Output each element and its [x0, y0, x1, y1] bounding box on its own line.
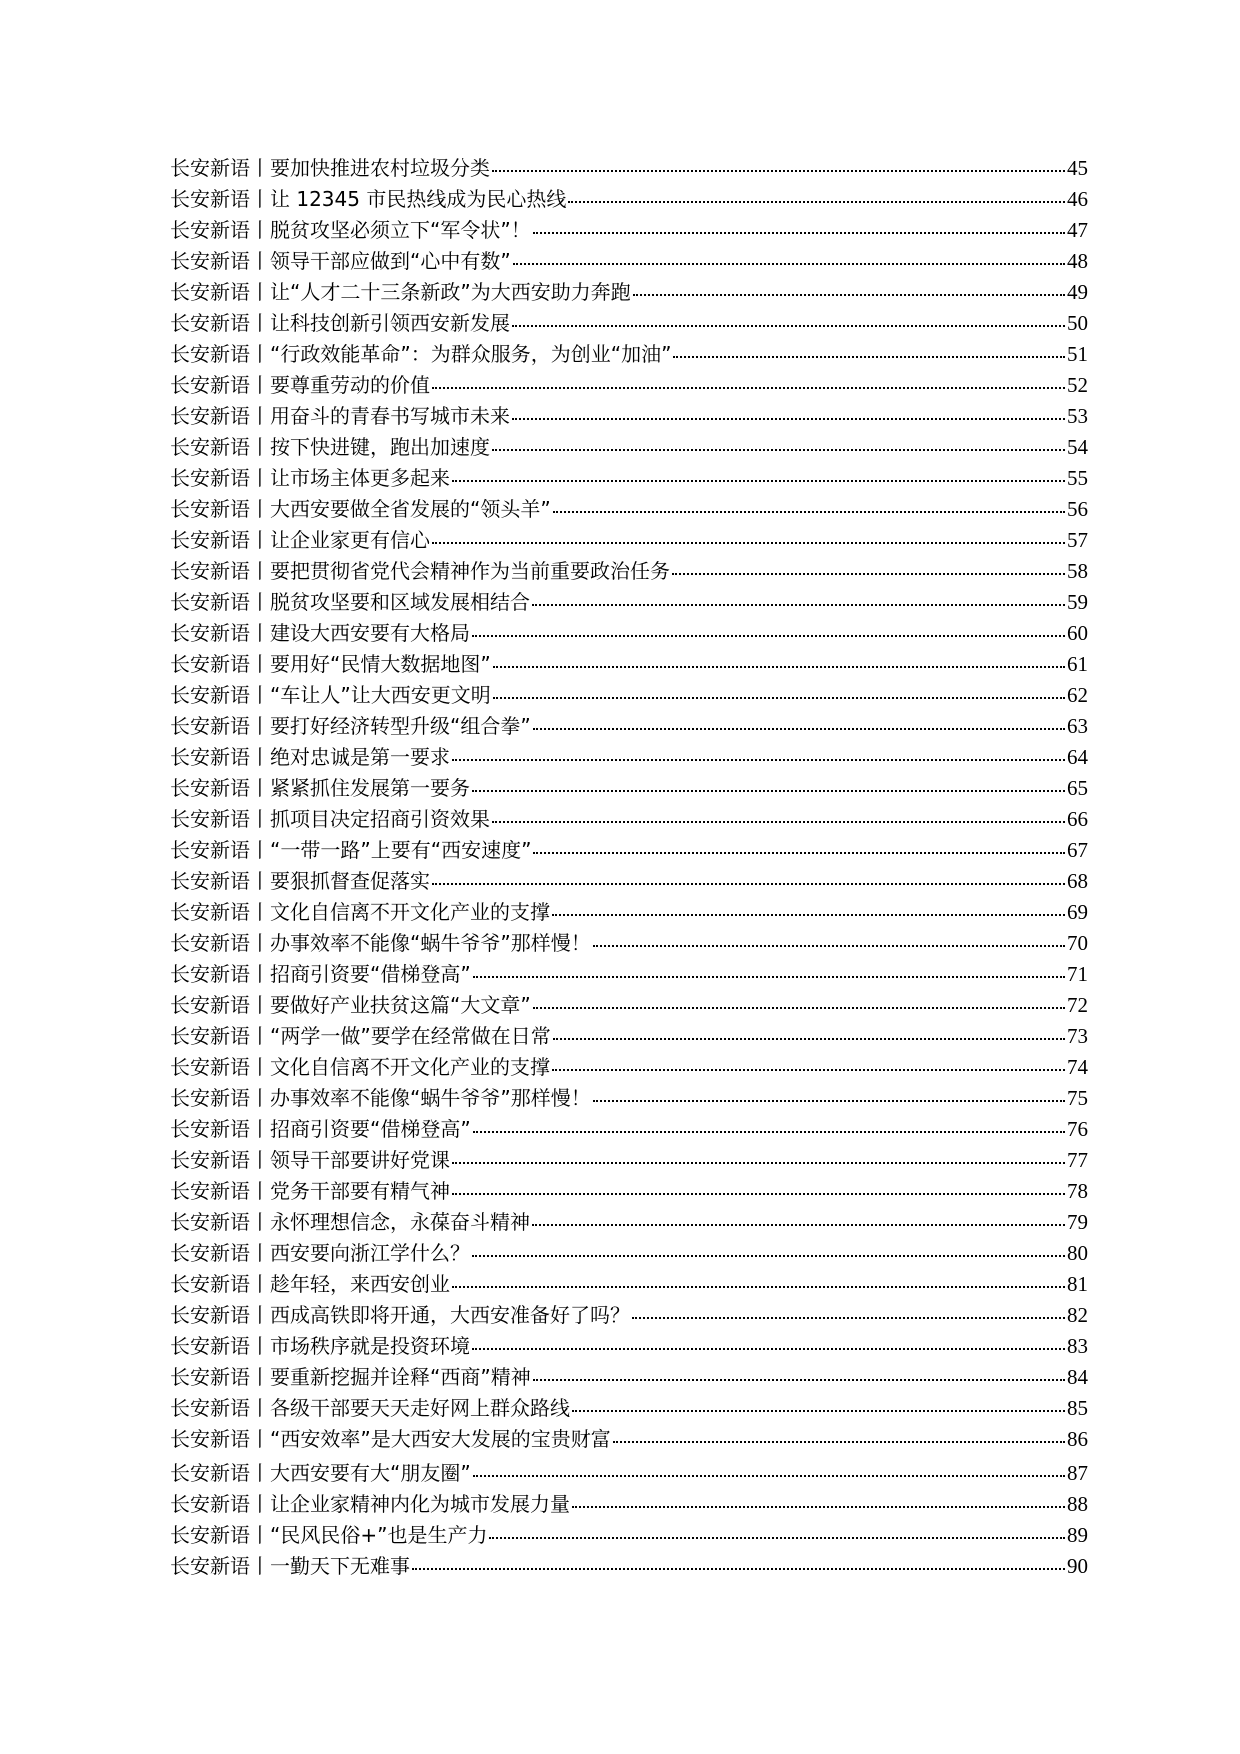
toc-entry-title: 长安新语丨用奋斗的青春书写城市未来 [170, 404, 510, 428]
toc-entry-title: 长安新语丨一勤天下无难事 [170, 1554, 410, 1578]
toc-entry-page-number: 47 [1067, 218, 1088, 242]
dot-leader [473, 975, 1065, 978]
toc-entry-page-number: 87 [1067, 1461, 1088, 1485]
toc-entry-page-number: 71 [1067, 962, 1088, 986]
toc-entry-page-number: 85 [1067, 1396, 1088, 1420]
toc-entry[interactable] [170, 431, 1088, 462]
toc-entry-title: 长安新语丨办事效率不能像“蜗牛爷爷”那样慢！ [170, 931, 591, 955]
dot-leader [533, 1006, 1065, 1009]
toc-entry-page-number: 46 [1067, 187, 1088, 211]
dot-leader [572, 1505, 1065, 1508]
toc-entry-title: 长安新语丨绝对忠诚是第一要求 [170, 745, 450, 769]
toc-entry-title: 长安新语丨趁年轻，来西安创业 [170, 1272, 450, 1296]
dot-leader [512, 324, 1065, 327]
toc-entry-title: 长安新语丨要用好“民情大数据地图” [170, 652, 491, 676]
dot-leader [533, 1378, 1065, 1381]
dot-leader [472, 1347, 1065, 1350]
dot-leader [412, 1567, 1065, 1570]
toc-entry-page-number: 76 [1067, 1117, 1088, 1141]
toc-entry-title: 长安新语丨让市场主体更多起来 [170, 466, 450, 490]
toc-entry-page-number: 61 [1067, 652, 1088, 676]
toc-entry-title: 长安新语丨大西安要有大“朋友圈” [170, 1461, 471, 1485]
dot-leader [532, 1223, 1065, 1226]
toc-entry-page-number: 80 [1067, 1241, 1088, 1265]
dot-leader [552, 913, 1065, 916]
dot-leader [533, 727, 1065, 730]
dot-leader [633, 293, 1065, 296]
toc-entry[interactable] [170, 1082, 1088, 1113]
dot-leader [452, 479, 1065, 482]
toc-entry-title: 长安新语丨抓项目决定招商引资效果 [170, 807, 490, 831]
toc-entry-page-number: 52 [1067, 373, 1088, 397]
toc-entry-page-number: 88 [1067, 1492, 1088, 1516]
dot-leader [472, 1254, 1065, 1257]
toc-entry-page-number: 62 [1067, 683, 1088, 707]
dot-leader [553, 1037, 1065, 1040]
toc-entry[interactable] [170, 1550, 1088, 1581]
toc-entry-title: 长安新语丨脱贫攻坚要和区域发展相结合 [170, 590, 530, 614]
dot-leader [472, 789, 1065, 792]
toc-entry[interactable] [170, 834, 1088, 865]
toc-entry[interactable] [170, 214, 1088, 245]
toc-entry-title: 长安新语丨让企业家精神内化为城市发展力量 [170, 1492, 570, 1516]
toc-entry-page-number: 50 [1067, 311, 1088, 335]
toc-entry-title: 长安新语丨各级干部要天天走好网上群众路线 [170, 1396, 570, 1420]
toc-entry-title: 长安新语丨西安要向浙江学什么？ [170, 1241, 470, 1265]
toc-entry-title: 长安新语丨文化自信离不开文化产业的支撑 [170, 900, 550, 924]
toc-entry-title: 长安新语丨要加快推进农村垃圾分类 [170, 156, 490, 180]
toc-entry[interactable] [170, 276, 1088, 307]
dot-leader [673, 355, 1065, 358]
toc-entry-title: 长安新语丨大西安要做全省发展的“领头羊” [170, 497, 551, 521]
toc-entry[interactable] [170, 865, 1088, 896]
toc-entry[interactable] [170, 1457, 1088, 1488]
dot-leader [632, 1316, 1065, 1319]
toc-entry-page-number: 56 [1067, 497, 1088, 521]
toc-entry-page-number: 90 [1067, 1554, 1088, 1578]
dot-leader [552, 1068, 1065, 1071]
toc-entry-page-number: 84 [1067, 1365, 1088, 1389]
toc-entry-page-number: 54 [1067, 435, 1088, 459]
toc-entry-page-number: 55 [1067, 466, 1088, 490]
dot-leader [532, 603, 1065, 606]
toc-entry-title: 长安新语丨“西安效率”是大西安大发展的宝贵财富 [170, 1427, 611, 1451]
dot-leader [492, 820, 1065, 823]
toc-entry[interactable] [170, 462, 1088, 493]
dot-leader [553, 510, 1065, 513]
toc-entry[interactable] [170, 958, 1088, 989]
toc-entry-page-number: 59 [1067, 590, 1088, 614]
toc-entry-page-number: 74 [1067, 1055, 1088, 1079]
toc-entry-title: 长安新语丨建设大西安要有大格局 [170, 621, 470, 645]
toc-entry-page-number: 66 [1067, 807, 1088, 831]
table-of-contents [170, 152, 1088, 1581]
toc-entry[interactable] [170, 1299, 1088, 1330]
toc-entry[interactable] [170, 1144, 1088, 1175]
toc-entry[interactable] [170, 772, 1088, 803]
toc-entry[interactable] [170, 1206, 1088, 1237]
toc-entry[interactable] [170, 710, 1088, 741]
dot-leader [492, 169, 1065, 172]
toc-entry-title: 长安新语丨“车让人”让大西安更文明 [170, 683, 491, 707]
toc-entry[interactable] [170, 245, 1088, 276]
toc-entry-title: 长安新语丨永怀理想信念，永葆奋斗精神 [170, 1210, 530, 1234]
dot-leader [473, 1474, 1065, 1477]
toc-entry[interactable] [170, 1392, 1088, 1423]
dot-leader [493, 696, 1065, 699]
toc-entry[interactable] [170, 152, 1088, 183]
toc-entry[interactable] [170, 648, 1088, 679]
toc-entry-page-number: 49 [1067, 280, 1088, 304]
dot-leader [593, 1099, 1065, 1102]
toc-entry-title: 长安新语丨让企业家更有信心 [170, 528, 430, 552]
dot-leader [613, 1440, 1065, 1443]
toc-entry[interactable] [170, 896, 1088, 927]
toc-entry-title: 长安新语丨“民风民俗+”也是生产力 [170, 1523, 488, 1547]
toc-entry-title: 长安新语丨西成高铁即将开通，大西安准备好了吗？ [170, 1303, 630, 1327]
toc-entry-title: 长安新语丨招商引资要“借梯登高” [170, 962, 471, 986]
toc-entry[interactable] [170, 555, 1088, 586]
toc-entry-title: 长安新语丨要狠抓督查促落实 [170, 869, 430, 893]
toc-entry-title: 长安新语丨党务干部要有精气神 [170, 1179, 450, 1203]
toc-entry[interactable] [170, 1113, 1088, 1144]
dot-leader [432, 386, 1065, 389]
toc-entry[interactable] [170, 1175, 1088, 1206]
toc-entry[interactable] [170, 989, 1088, 1020]
toc-entry-title: 长安新语丨要做好产业扶贫这篇“大文章” [170, 993, 531, 1017]
dot-leader [492, 448, 1065, 451]
toc-entry[interactable] [170, 1051, 1088, 1082]
dot-leader [452, 1192, 1065, 1195]
toc-entry-title: 长安新语丨“两学一做”要学在经常做在日常 [170, 1024, 551, 1048]
toc-entry-page-number: 83 [1067, 1334, 1088, 1358]
toc-entry[interactable] [170, 1330, 1088, 1361]
dot-leader [489, 1536, 1065, 1539]
toc-entry-title: 长安新语丨办事效率不能像“蜗牛爷爷”那样慢！ [170, 1086, 591, 1110]
dot-leader [432, 541, 1065, 544]
dot-leader [452, 1161, 1065, 1164]
toc-entry-page-number: 86 [1067, 1427, 1088, 1451]
toc-entry[interactable] [170, 493, 1088, 524]
toc-entry-title: 长安新语丨要重新挖掘并诠释“西商”精神 [170, 1365, 531, 1389]
toc-entry[interactable] [170, 617, 1088, 648]
dot-leader [432, 882, 1065, 885]
dot-leader [593, 944, 1065, 947]
toc-entry-page-number: 78 [1067, 1179, 1088, 1203]
toc-entry-page-number: 75 [1067, 1086, 1088, 1110]
toc-entry-title: 长安新语丨要打好经济转型升级“组合拳” [170, 714, 531, 738]
toc-entry-page-number: 45 [1067, 156, 1088, 180]
toc-entry-page-number: 70 [1067, 931, 1088, 955]
dot-leader [472, 634, 1065, 637]
toc-entry-page-number: 68 [1067, 869, 1088, 893]
toc-entry[interactable] [170, 586, 1088, 617]
toc-entry[interactable] [170, 1268, 1088, 1299]
toc-entry-title: 长安新语丨领导干部要讲好党课 [170, 1148, 450, 1172]
toc-entry-title: 长安新语丨要尊重劳动的价值 [170, 373, 430, 397]
toc-entry[interactable] [170, 1237, 1088, 1268]
toc-entry[interactable] [170, 369, 1088, 400]
toc-entry-title: 长安新语丨要把贯彻省党代会精神作为当前重要政治任务 [170, 559, 670, 583]
toc-entry-page-number: 64 [1067, 745, 1088, 769]
dot-leader [493, 665, 1065, 668]
toc-entry-page-number: 79 [1067, 1210, 1088, 1234]
toc-entry-title: 长安新语丨按下快进键，跑出加速度 [170, 435, 490, 459]
toc-entry-title: 长安新语丨让“人才二十三条新政”为大西安助力奔跑 [170, 280, 631, 304]
toc-entry-title: 长安新语丨让 12345 市民热线成为民心热线 [170, 187, 567, 211]
toc-entry-page-number: 72 [1067, 993, 1088, 1017]
dot-leader [473, 1130, 1065, 1133]
toc-entry[interactable] [170, 803, 1088, 834]
toc-entry[interactable] [170, 1423, 1088, 1454]
toc-entry-page-number: 57 [1067, 528, 1088, 552]
toc-entry[interactable] [170, 1519, 1088, 1550]
dot-leader [568, 200, 1065, 203]
dot-leader [533, 851, 1065, 854]
dot-leader [672, 572, 1065, 575]
toc-entry-page-number: 77 [1067, 1148, 1088, 1172]
dot-leader [452, 1285, 1065, 1288]
toc-entry-page-number: 69 [1067, 900, 1088, 924]
toc-entry-page-number: 73 [1067, 1024, 1088, 1048]
toc-entry-title: 长安新语丨“一带一路”上要有“西安速度” [170, 838, 532, 862]
toc-entry-page-number: 82 [1067, 1303, 1088, 1327]
toc-entry-page-number: 48 [1067, 249, 1088, 273]
toc-entry-page-number: 58 [1067, 559, 1088, 583]
toc-entry-page-number: 63 [1067, 714, 1088, 738]
dot-leader [572, 1409, 1065, 1412]
toc-entry-page-number: 53 [1067, 404, 1088, 428]
toc-entry[interactable] [170, 183, 1088, 214]
dot-leader [512, 417, 1065, 420]
toc-entry[interactable] [170, 400, 1088, 431]
toc-entry-page-number: 65 [1067, 776, 1088, 800]
toc-entry-title: 长安新语丨文化自信离不开文化产业的支撑 [170, 1055, 550, 1079]
toc-entry[interactable] [170, 927, 1088, 958]
toc-entry-title: 长安新语丨让科技创新引领西安新发展 [170, 311, 510, 335]
toc-entry-page-number: 51 [1067, 342, 1088, 366]
toc-entry-title: 长安新语丨领导干部应做到“心中有数” [170, 249, 511, 273]
dot-leader [513, 262, 1065, 265]
toc-entry[interactable] [170, 338, 1088, 369]
toc-entry-page-number: 60 [1067, 621, 1088, 645]
toc-entry-title: 长安新语丨招商引资要“借梯登高” [170, 1117, 471, 1141]
toc-entry[interactable] [170, 524, 1088, 555]
toc-entry-title: 长安新语丨紧紧抓住发展第一要务 [170, 776, 470, 800]
toc-entry-title: 长安新语丨脱贫攻坚必须立下“军令状”！ [170, 218, 531, 242]
toc-entry-page-number: 89 [1067, 1523, 1088, 1547]
toc-entry[interactable] [170, 1488, 1088, 1519]
toc-entry[interactable] [170, 307, 1088, 338]
toc-entry-page-number: 81 [1067, 1272, 1088, 1296]
toc-entry[interactable] [170, 679, 1088, 710]
toc-entry[interactable] [170, 1361, 1088, 1392]
toc-entry[interactable] [170, 741, 1088, 772]
toc-entry-title: 长安新语丨“行政效能革命”：为群众服务，为创业“加油” [170, 342, 672, 366]
toc-entry-title: 长安新语丨市场秩序就是投资环境 [170, 1334, 470, 1358]
dot-leader [533, 231, 1065, 234]
dot-leader [452, 758, 1065, 761]
toc-entry-page-number: 67 [1067, 838, 1088, 862]
toc-entry[interactable] [170, 1020, 1088, 1051]
